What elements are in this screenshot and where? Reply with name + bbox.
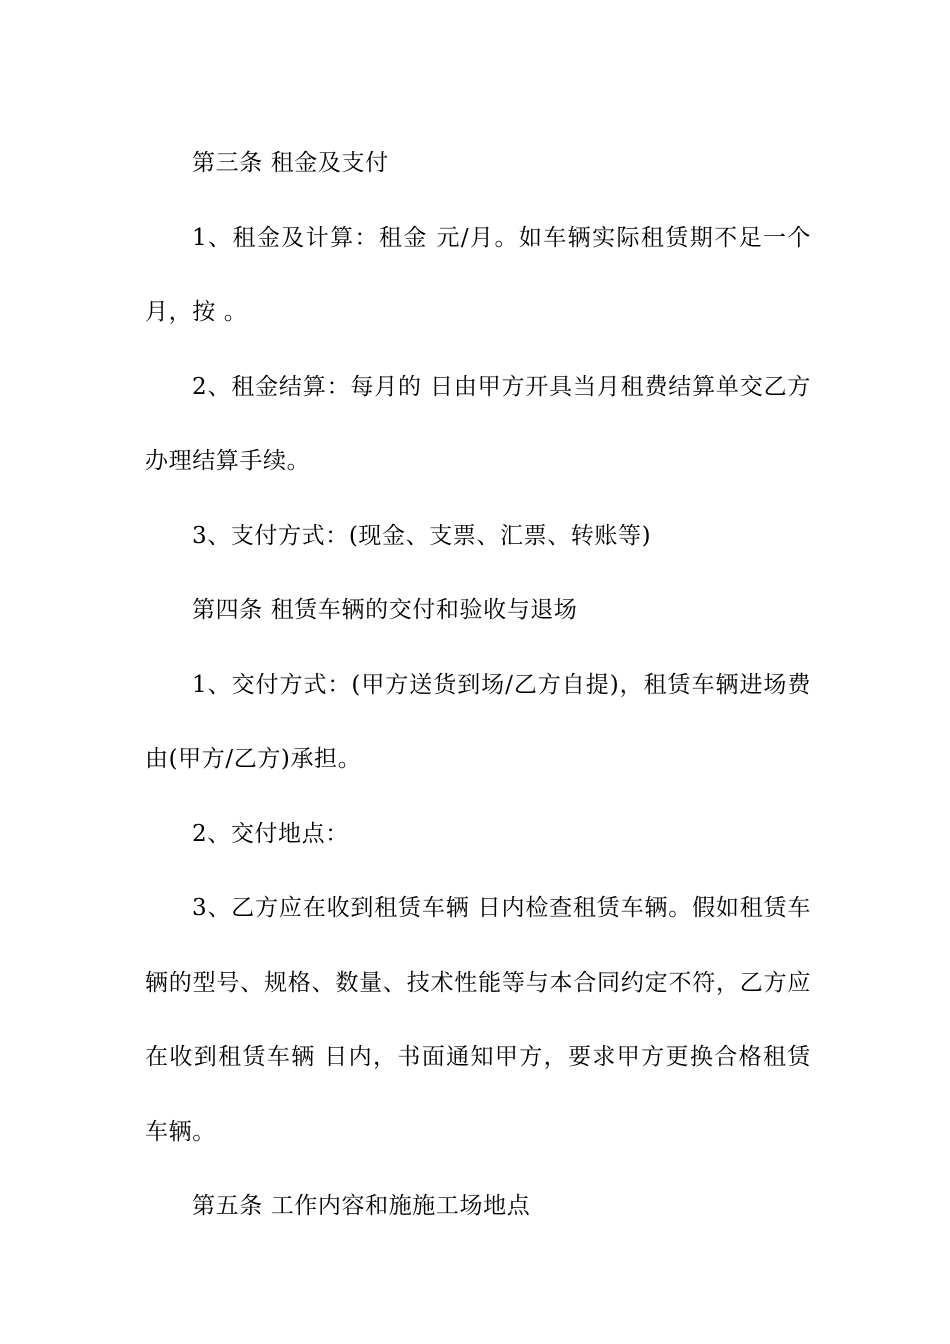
- rent-calculation-paragraph: 1、租金及计算：租金 元/月。如车辆实际租赁期不足一个月，按 。: [145, 224, 811, 325]
- document-body: [145, 126, 811, 1244]
- article-3-heading: 第三条 租金及支付: [192, 150, 389, 176]
- inspection-paragraph: 3、乙方应在收到租赁车辆 日内检查租赁车辆。假如租赁车辆的型号、规格、数量、技术性能等与本合同约定不符，乙方应在收到租赁车辆 日内，书面通知甲方，要求甲方更换合格租赁车辆。: [145, 895, 811, 1145]
- article-4-heading: 第四条 租赁车辆的交付和验收与退场: [192, 597, 578, 623]
- payment-method-paragraph: 3、支付方式：(现金、支票、汇票、转账等): [192, 522, 652, 549]
- rent-settlement-paragraph: 2、租金结算：每月的 日由甲方开具当月租费结算单交乙方办理结算手续。: [145, 373, 811, 474]
- delivery-method-paragraph: 1、交付方式：(甲方送货到场/乙方自提)，租赁车辆进场费由(甲方/乙方)承担。: [145, 671, 811, 772]
- delivery-location-paragraph: 2、交付地点：: [192, 820, 349, 847]
- article-5-heading: 第五条 工作内容和施施工场地点: [192, 1193, 531, 1219]
